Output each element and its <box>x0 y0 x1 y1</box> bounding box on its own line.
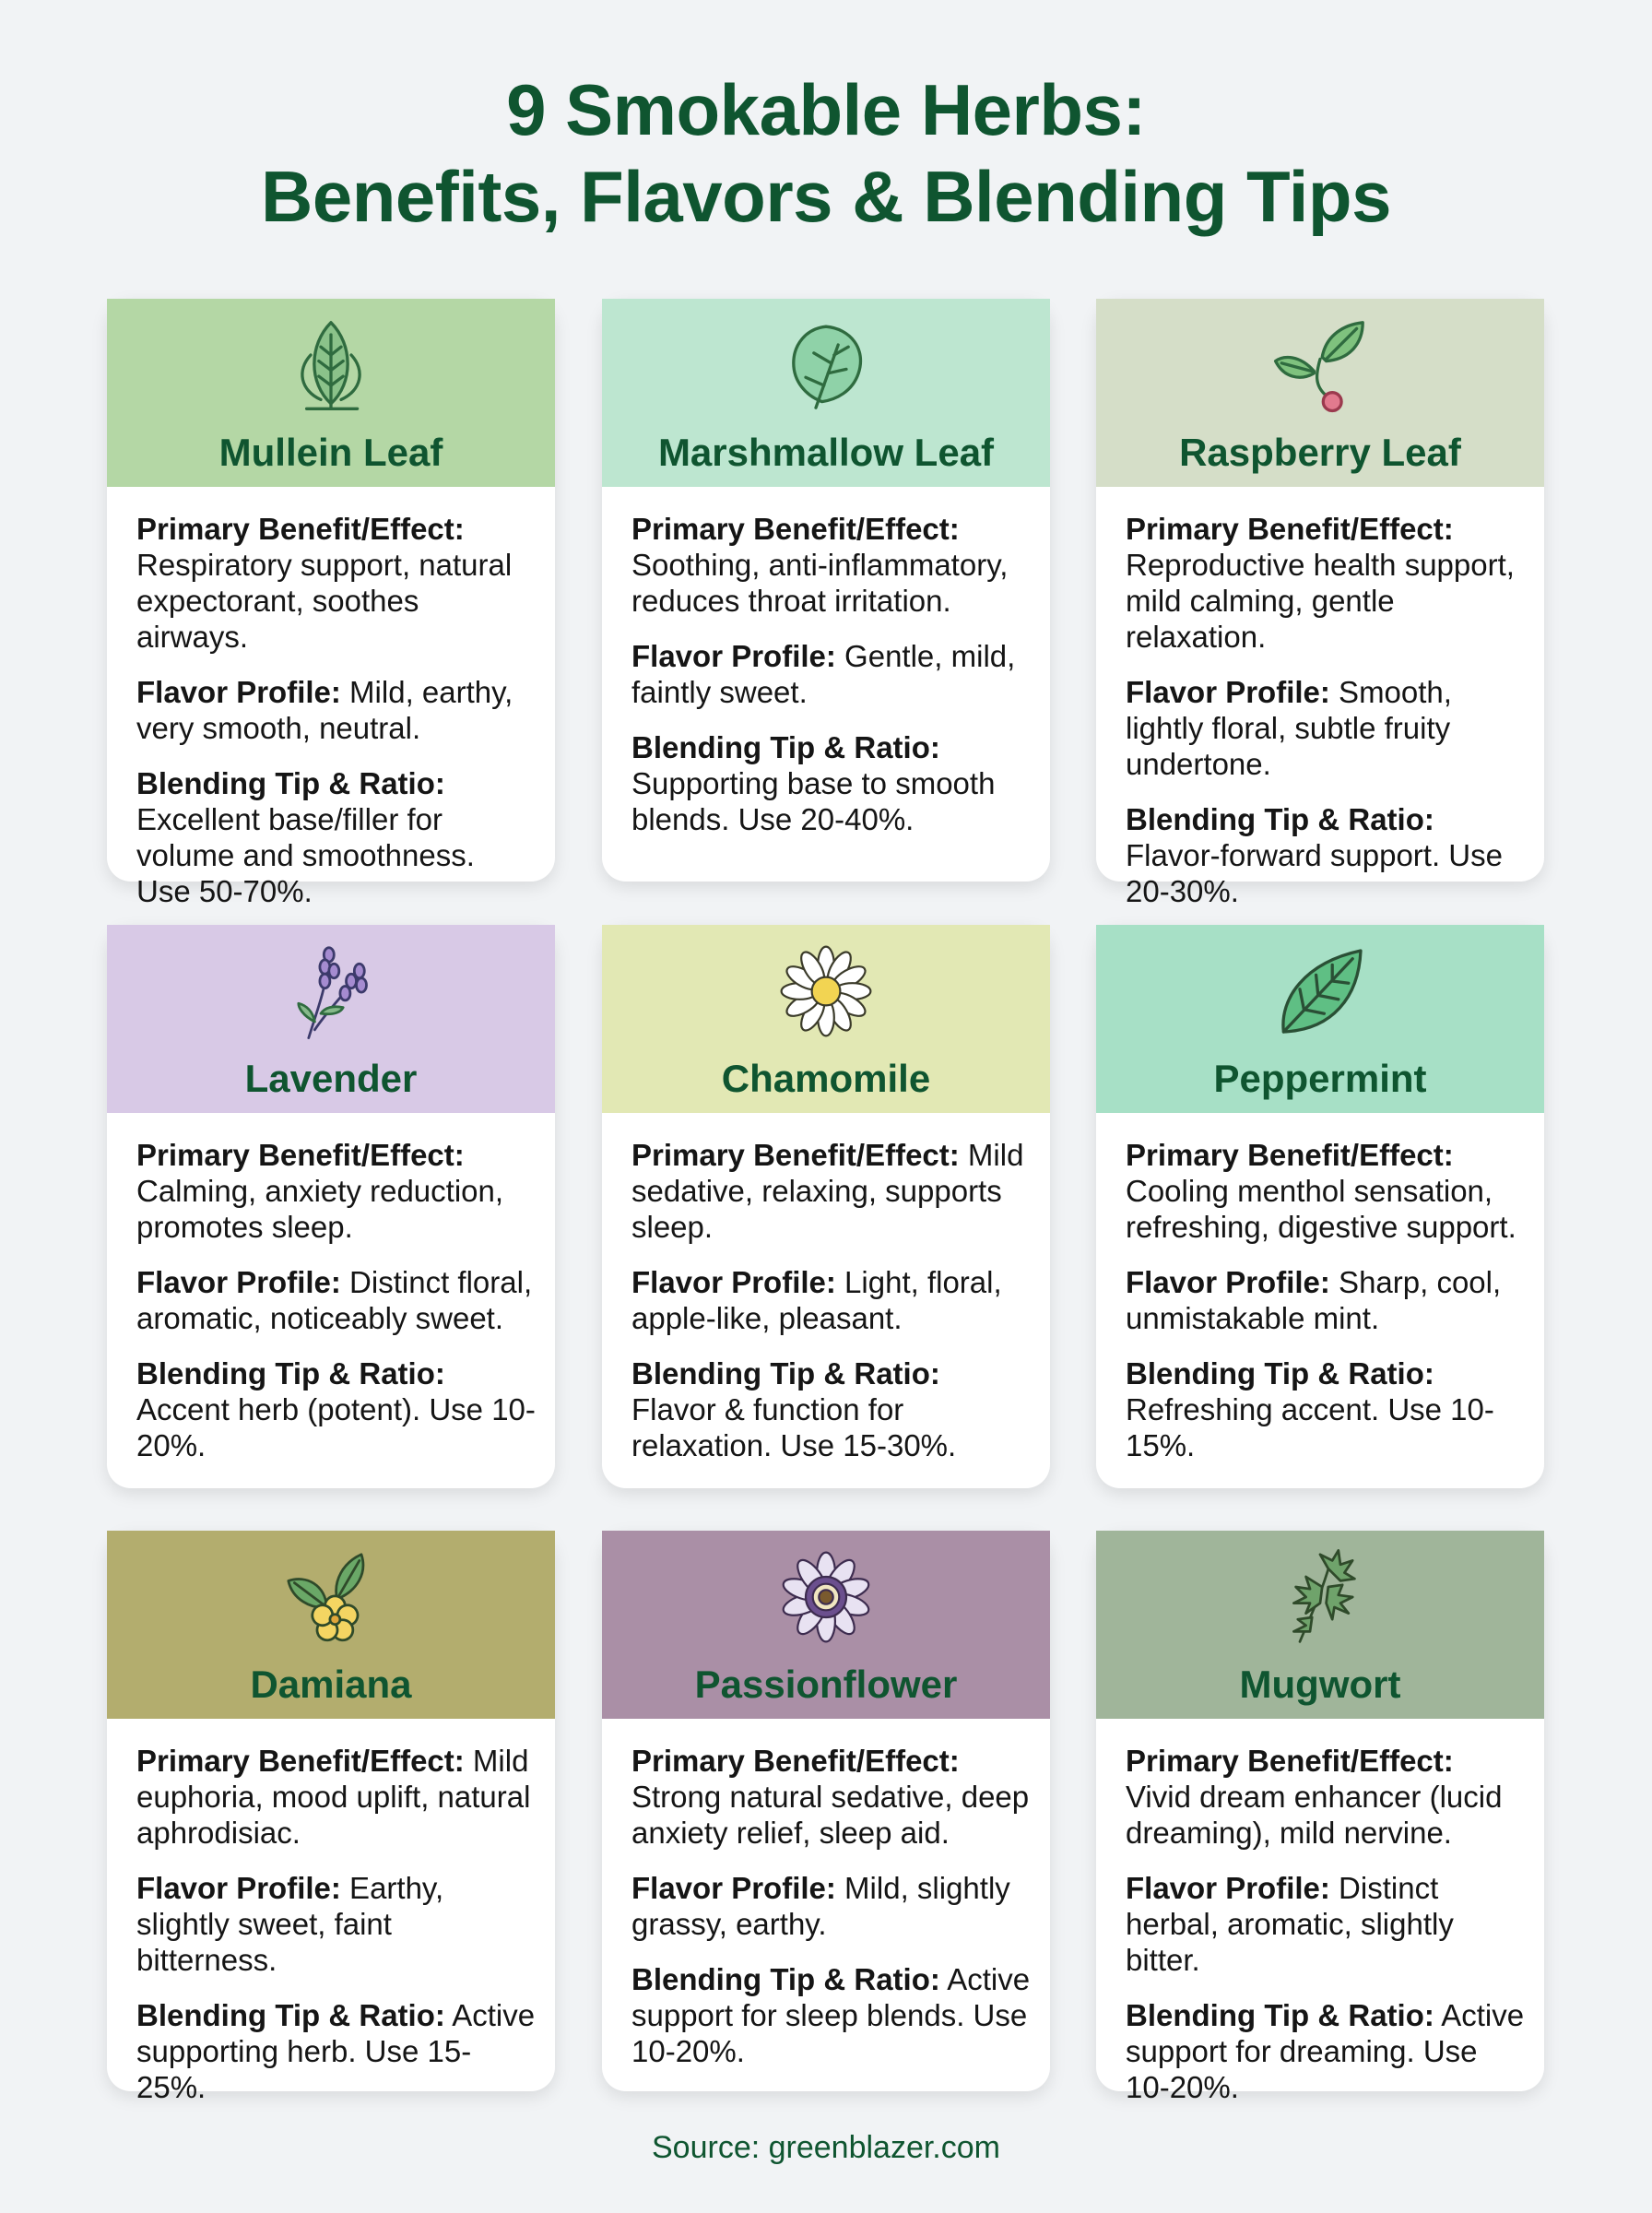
herb-card-header <box>1096 925 1544 1113</box>
flavor-text: Mild, slightly grassy, earthy. <box>631 1871 1010 1941</box>
flavor-label: Flavor Profile: <box>631 639 836 673</box>
blending-label: Blending Tip & Ratio: <box>631 730 940 764</box>
herb-card-chamomile <box>602 925 1050 1488</box>
flavor-text: Distinct floral, aromatic, noticeably sweet. <box>136 1265 533 1335</box>
flavor-label: Flavor Profile: <box>1126 1871 1330 1905</box>
benefit-text: Respiratory support, natural expectorant, soothes airways. <box>136 548 513 654</box>
benefit-text: Mild euphoria, mood uplift, natural aphrodisiac. <box>136 1744 531 1850</box>
herb-card-passionflower <box>602 1531 1050 2091</box>
flavor-text: Earthy, slightly sweet, faint bitterness. <box>136 1871 444 1977</box>
blending-text: Excellent base/filler for volume and smoothness. Use 50-70%. <box>136 802 475 908</box>
blending-text: Flavor-forward support. Use 20-30%. <box>1126 838 1503 908</box>
benefit-text: Mild sedative, relaxing, supports sleep. <box>631 1138 1024 1244</box>
herb-name: Damiana <box>250 1663 412 1706</box>
herb-name: Passionflower <box>694 1663 958 1706</box>
herb-card-marshmallow-leaf <box>602 299 1050 882</box>
herb-card-header <box>107 1531 555 1719</box>
source-credit: Source: greenblazer.com <box>652 2130 1000 2165</box>
benefit-text: Soothing, anti-inflammatory, reduces throat irritation. <box>631 548 1009 618</box>
herb-name: Mullein Leaf <box>218 431 443 474</box>
blending-text: Active support for sleep blends. Use 10-20%. <box>631 1962 1031 2068</box>
benefit-label: Primary Benefit/Effect: <box>1126 1744 1454 1778</box>
benefit-section <box>631 1137 1032 1245</box>
benefit-section <box>1126 511 1526 655</box>
benefit-label: Primary Benefit/Effect: <box>136 512 465 546</box>
flavor-label: Flavor Profile: <box>1126 1265 1330 1299</box>
benefit-section <box>631 511 1032 619</box>
flavor-section <box>631 1870 1032 1942</box>
benefit-text: Vivid dream enhancer (lucid dreaming), mild nervine. <box>1126 1780 1503 1850</box>
blending-label: Blending Tip & Ratio: <box>1126 1998 1434 2032</box>
flavor-section <box>631 1264 1032 1336</box>
herb-card-header <box>602 1531 1050 1719</box>
flavor-section <box>1126 1264 1526 1336</box>
blending-label: Blending Tip & Ratio: <box>631 1962 940 1996</box>
flavor-section <box>136 1264 537 1336</box>
page-title <box>0 66 1652 240</box>
flavor-text: Light, floral, apple-like, pleasant. <box>631 1265 1002 1335</box>
herb-name: Chamomile <box>721 1057 931 1100</box>
blending-section <box>631 1355 1032 1463</box>
benefit-label: Primary Benefit/Effect: <box>136 1744 465 1778</box>
benefit-section <box>136 511 537 655</box>
benefit-label: Primary Benefit/Effect: <box>631 1744 960 1778</box>
flavor-label: Flavor Profile: <box>136 1265 341 1299</box>
herb-card-header <box>1096 1531 1544 1719</box>
herb-card-body <box>1096 487 1544 947</box>
flavor-text: Mild, earthy, very smooth, neutral. <box>136 675 513 745</box>
herb-card-header <box>107 925 555 1113</box>
flavor-label: Flavor Profile: <box>136 1871 341 1905</box>
herb-card-mugwort <box>1096 1531 1544 2104</box>
benefit-text: Reproductive health support, mild calming, gentle relaxation. <box>1126 548 1515 654</box>
chamomile-icon <box>602 936 1050 1047</box>
herb-card-header <box>602 299 1050 487</box>
benefit-section <box>631 1743 1032 1851</box>
blending-section <box>1126 1355 1526 1463</box>
herb-card-body <box>602 1719 1050 2107</box>
herb-name: Peppermint <box>1213 1057 1427 1100</box>
herb-card-header <box>602 925 1050 1113</box>
blending-label: Blending Tip & Ratio: <box>136 1356 445 1391</box>
flavor-label: Flavor Profile: <box>631 1871 836 1905</box>
flavor-label: Flavor Profile: <box>136 675 341 709</box>
herb-card-lavender <box>107 925 555 1488</box>
passionflower-icon <box>602 1542 1050 1652</box>
flavor-text: Distinct herbal, aromatic, slightly bitter. <box>1126 1871 1454 1977</box>
blending-section <box>1126 1997 1526 2105</box>
herb-card-body <box>1096 1719 1544 2143</box>
herb-name: Raspberry Leaf <box>1179 431 1461 474</box>
benefit-text: Cooling menthol sensation, refreshing, digestive support. <box>1126 1174 1516 1244</box>
mullein-leaf-icon <box>107 310 555 420</box>
blending-text: Active support for dreaming. Use 10-20%. <box>1126 1998 1525 2104</box>
benefit-text: Strong natural sedative, deep anxiety relief, sleep aid. <box>631 1780 1030 1850</box>
benefit-section <box>136 1137 537 1245</box>
herb-card-peppermint <box>1096 925 1544 1488</box>
herb-card-body <box>107 1113 555 1501</box>
blending-section <box>631 1961 1032 2069</box>
flavor-section <box>631 638 1032 710</box>
blending-section <box>136 1997 537 2105</box>
herb-card-body <box>1096 1113 1544 1501</box>
flavor-section <box>136 1870 537 1978</box>
benefit-section <box>136 1743 537 1851</box>
raspberry-leaf-icon <box>1096 310 1544 420</box>
blending-text: Supporting base to smooth blends. Use 20-40%. <box>631 766 996 836</box>
benefit-label: Primary Benefit/Effect: <box>1126 512 1454 546</box>
lavender-icon <box>107 936 555 1047</box>
herb-card-raspberry-leaf <box>1096 299 1544 908</box>
flavor-section <box>1126 674 1526 782</box>
flavor-text: Sharp, cool, unmistakable mint. <box>1126 1265 1502 1335</box>
herb-name: Lavender <box>244 1057 418 1100</box>
blending-label: Blending Tip & Ratio: <box>136 766 445 800</box>
blending-text: Refreshing accent. Use 10-15%. <box>1126 1392 1494 1462</box>
benefit-section <box>1126 1743 1526 1851</box>
benefit-label: Primary Benefit/Effect: <box>631 512 960 546</box>
peppermint-icon <box>1096 936 1544 1047</box>
blending-label: Blending Tip & Ratio: <box>1126 1356 1434 1391</box>
blending-section <box>136 1355 537 1463</box>
blending-section <box>1126 801 1526 909</box>
title-line-2: Benefits, Flavors & Blending Tips <box>261 156 1391 237</box>
mugwort-icon <box>1096 1542 1544 1652</box>
blending-label: Blending Tip & Ratio: <box>631 1356 940 1391</box>
blending-text: Flavor & function for relaxation. Use 15-30%. <box>631 1392 957 1462</box>
herb-card-header <box>1096 299 1544 487</box>
flavor-text: Gentle, mild, faintly sweet. <box>631 639 1016 709</box>
blending-text: Active supporting herb. Use 15-25%. <box>136 1998 536 2104</box>
herb-card-body <box>107 1719 555 2143</box>
blending-section <box>631 729 1032 837</box>
herb-card-header <box>107 299 555 487</box>
herb-card-mullein-leaf <box>107 299 555 908</box>
herb-card-body <box>602 487 1050 875</box>
herb-name: Mugwort <box>1239 1663 1401 1706</box>
flavor-section <box>1126 1870 1526 1978</box>
flavor-section <box>136 674 537 746</box>
flavor-label: Flavor Profile: <box>1126 675 1330 709</box>
benefit-section <box>1126 1137 1526 1245</box>
flavor-text: Smooth, lightly floral, subtle fruity undertone. <box>1126 675 1452 781</box>
blending-section <box>136 765 537 909</box>
herb-card-body <box>602 1113 1050 1501</box>
marshmallow-leaf-icon <box>602 310 1050 420</box>
blending-text: Accent herb (potent). Use 10-20%. <box>136 1392 536 1462</box>
damiana-icon <box>107 1542 555 1652</box>
benefit-label: Primary Benefit/Effect: <box>1126 1138 1454 1172</box>
benefit-text: Calming, anxiety reduction, promotes sleep. <box>136 1174 504 1244</box>
blending-label: Blending Tip & Ratio: <box>136 1998 445 2032</box>
blending-label: Blending Tip & Ratio: <box>1126 802 1434 836</box>
benefit-label: Primary Benefit/Effect: <box>631 1138 960 1172</box>
title-line-1: 9 Smokable Herbs: <box>506 69 1146 150</box>
herb-name: Marshmallow Leaf <box>657 431 995 474</box>
benefit-label: Primary Benefit/Effect: <box>136 1138 465 1172</box>
herb-card-body <box>107 487 555 947</box>
flavor-label: Flavor Profile: <box>631 1265 836 1299</box>
herb-card-damiana <box>107 1531 555 2104</box>
